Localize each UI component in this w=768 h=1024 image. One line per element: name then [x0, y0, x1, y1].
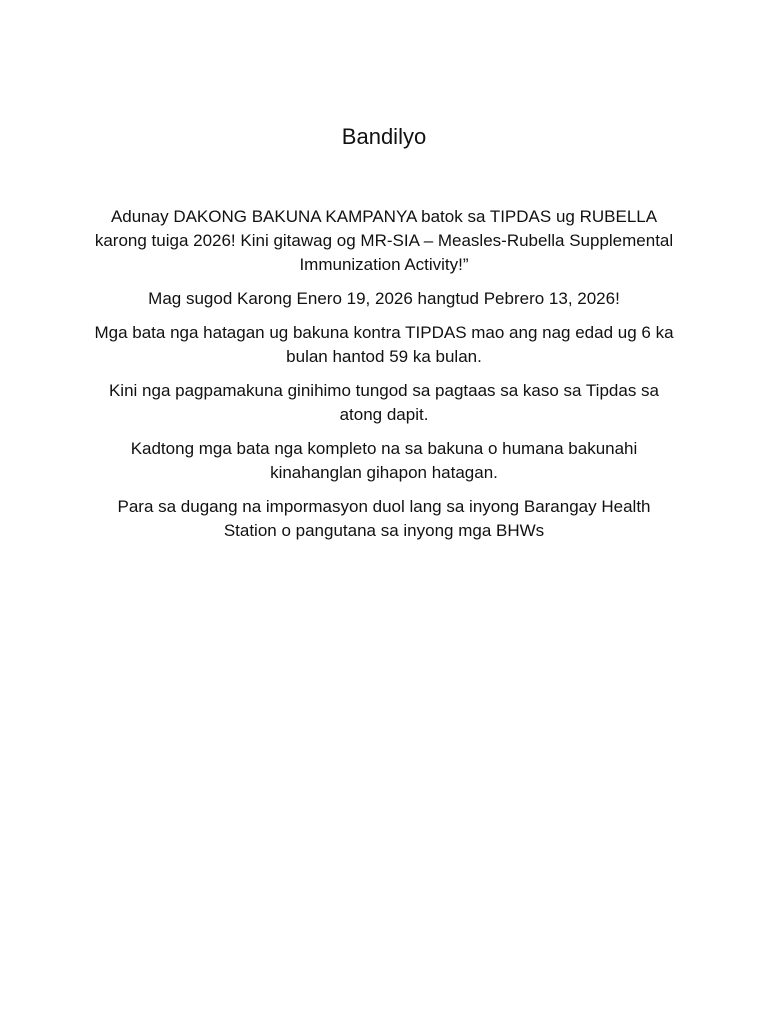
- document-title: Bandilyo: [341, 124, 427, 149]
- paragraph-campaign-announcement: Adunay DAKONG BAKUNA KAMPANYA batok sa TIPDAS ug RUBELLA karong tuiga 2026! Kini gitawag og MR-SIA – Measles-Rubella Supplemental Immunization Activity!”: [94, 207, 674, 274]
- paragraph-schedule: Mag sugod Karong Enero 19, 2026 hangtud Pebrero 13, 2026!: [148, 289, 620, 308]
- paragraph-complete-vaccination: Kadtong mga bata nga kompleto na sa bakuna o humana bakunahi kinahanglan gihapon hatagan.: [130, 439, 638, 482]
- paragraph-reason: Kini nga pagpamakuna ginihimo tungod sa pagtaas sa kaso sa Tipdas sa atong dapit.: [108, 381, 660, 424]
- document-body: [90, 205, 678, 553]
- paragraph-more-info: Para sa dugang na impormasyon duol lang sa inyong Barangay Health Station o pangutana sa inyong mga BHWs: [117, 497, 651, 540]
- paragraph-target-age: Mga bata nga hatagan ug bakuna kontra TIPDAS mao ang nag edad ug 6 ka bulan hantod 59 ka bulan.: [94, 323, 674, 366]
